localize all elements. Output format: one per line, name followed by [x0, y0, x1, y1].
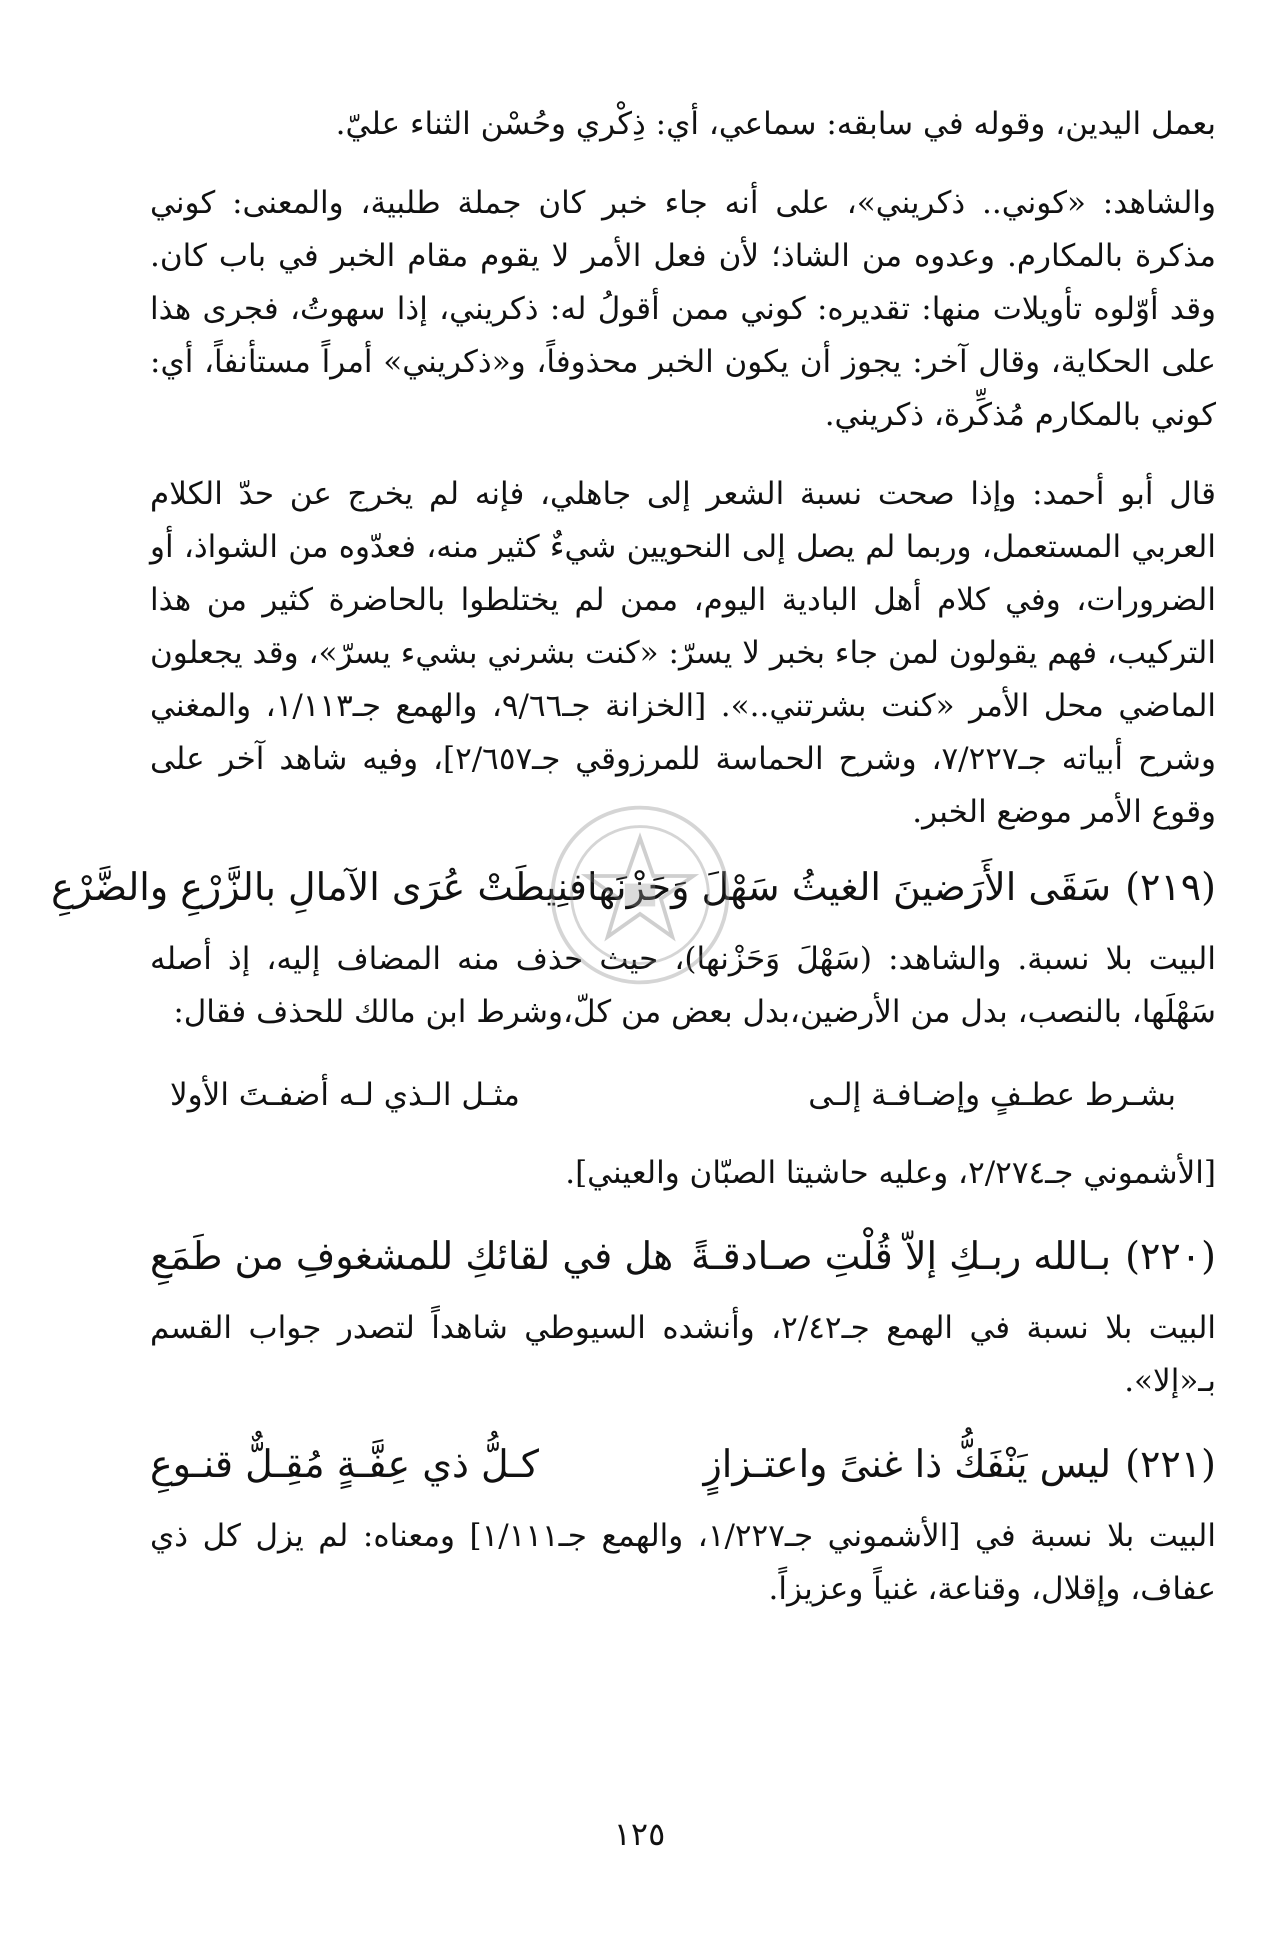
paragraph-2: والشاهد: «كوني.. ذكريني»، على أنه جاء خبر كان جملة طلبية، والمعنى: كوني مذكرة بالمكارم. وعدوه من الشاذ؛ لأن فعل الأمر لا يقوم مقام الخبر في باب كان. وقد أوّلوه تأويلات منها: تقديره: كوني ممن أقولُ له: ذكريني، إذا سهوتُ، فجرى هذا على الحكاية، وقال آخر: يجوز أن يكون الخبر محذوفاً، و«ذكريني» أمراً مستأنفاً، أي: كوني بالمكارم مُذكِّرة، ذكريني. — [150, 185, 1216, 433]
page-number: ١٢٥ — [613, 1815, 666, 1853]
verse-221-first-half-group — [703, 1434, 1216, 1494]
verse-220-first-half-group — [691, 1226, 1216, 1286]
verse-first-hemistich: بـالله ربـكِ إلاّ قُلْتِ صـادقـةً — [691, 1234, 1112, 1278]
verse-number: (٢٢٠) — [1125, 1234, 1216, 1278]
paragraph-1: بعمل اليدين، وقوله في سابقه: سماعي، أي: ذِكْري وحُسْن الثناء عليّ. — [335, 106, 1216, 142]
verse-number: (٢١٩) — [1125, 865, 1216, 909]
verse-first-hemistich: ليس يَنْفَكُّ ذا غنىً واعتـزازٍ — [703, 1442, 1112, 1486]
verse-first-hemistich: سَقَى الأَرَضينَ الغيثُ سَهْلَ وَحَزْنَها — [586, 865, 1112, 909]
verse-second-hemistich: كـلُّ ذي عِفَّـةٍ مُقِـلٌّ قنـوعِ — [150, 1442, 539, 1486]
verse-221 — [150, 1434, 1216, 1494]
verse-number: (٢٢١) — [1125, 1442, 1216, 1486]
paragraph-7: البيت بلا نسبة في [الأشموني جـ١/٢٢٧، والهمع جـ١/١١١] ومعناه: لم يزل كل ذي عفاف، وإقلال، وقناعة، غنياً وعزيزاً. — [150, 1518, 1216, 1607]
verse-second-hemistich: هل في لقائكِ للمشغوفِ من طَمَعِ — [150, 1234, 674, 1278]
paragraph-3: قال أبو أحمد: وإذا صحت نسبة الشعر إلى جاهلي، فإنه لم يخرج عن حدّ الكلام العربي المستعمل، وربما لم يصل إلى النحويين شيءٌ كثير منه، فعدّوه من الشواذ، أو الضرورات، وفي كلام أهل البادية اليوم، ممن لم يختلطوا بالحاضرة كثير من هذا التركيب، فهم يقولون لمن جاء بخبر لا يسرّ: «كنت بشرني بشيء يسرّ»، وقد يجعلون الماضي محل الأمر «كنت بشرتني..». [الخزانة جـ٩/٦٦، والهمع جـ١/١١٣، والمغني وشرح أبياته جـ٧/٢٢٧، وشرح الحماسة للمرزوقي جـ٢/٦٥٧]، وفيه شاهد آخر على وقوع الأمر موضع الخبر. — [150, 476, 1217, 830]
verse-first-hemistich: بشـرط عطـفٍ وإضـافـة إلـى — [808, 1077, 1176, 1113]
verse-220 — [150, 1226, 1216, 1286]
paragraph-5: [الأشموني جـ٢/٢٧٤، وعليه حاشيتا الصبّان والعيني]. — [565, 1155, 1216, 1191]
alfiya-verse — [170, 1065, 1176, 1125]
paragraph-6: البيت بلا نسبة في الهمع جـ٢/٤٢، وأنشده السيوطي شاهداً لتصدر جواب القسم بـ«إلا». — [150, 1310, 1217, 1399]
paragraph-4: البيت بلا نسبة. والشاهد: (سَهْلَ وَحَزْنها)، حيث حذف منه المضاف إليه، إذ أصله سَهْلَها، بالنصب، بدل من الأرضين،بدل بعض من كلّ،وشرط ابن مالك للحذف فقال: — [150, 941, 1216, 1030]
verse-second-hemistich: مثـل الـذي لـه أضفـتَ الأولا — [170, 1077, 520, 1113]
library-seal-watermark-icon — [545, 800, 735, 990]
verse-second-hemistich: فنِيطَتْ عُرَى الآمالِ بالزَّرْعِ والضَّرْعِ — [51, 865, 587, 909]
